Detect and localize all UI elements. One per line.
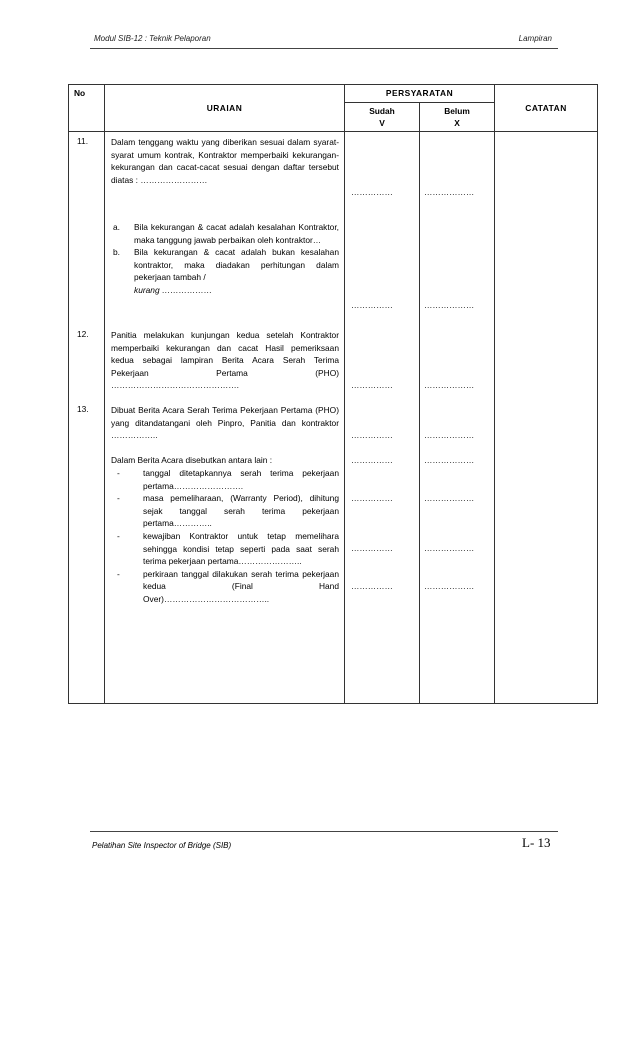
sublist-item-a <box>111 221 339 246</box>
belum-dots-d3: ……………… <box>424 543 475 553</box>
belum-dots-11b: ……………… <box>424 300 475 310</box>
header-section: Lampiran <box>518 34 552 43</box>
sudah-cell <box>345 132 420 704</box>
header-divider <box>90 48 558 49</box>
sublist-mark-a: a. <box>113 222 120 232</box>
berita-acara-intro: Dalam Berita Acara disebutkan antara lain : <box>111 455 273 465</box>
col-header-no: No <box>69 85 105 132</box>
col-header-catatan: CATATAN <box>495 85 598 132</box>
belum-dots-12: ……………… <box>424 380 475 390</box>
col-header-sudah <box>345 103 420 132</box>
sudah-label: Sudah <box>369 106 395 116</box>
belum-dots-11: ……………… <box>424 187 475 197</box>
dash-text-2: masa pemeliharaan, (Warranty Period), dihitung sejak tanggal serah terima pekerjaan pertama………….. <box>143 493 339 529</box>
item-number-13: 13. <box>77 404 89 414</box>
page-header <box>90 34 558 48</box>
col-header-persyaratan: PERSYARATAN <box>345 85 495 103</box>
col-header-belum <box>420 103 495 132</box>
sublist-text-a: Bila kekurangan & cacat adalah kesalahan Kontraktor, maka tanggung jawab perbaikan oleh kontraktor… <box>134 222 339 245</box>
dash-text-3: kewajiban Kontraktor untuk tetap memelihara sehingga kondisi tetap seperti pada saat serah terima pekerjaan pertama………………….. <box>143 530 339 567</box>
dash-item-3 <box>111 530 339 568</box>
belum-label: Belum <box>444 106 470 116</box>
footer-course-title: Pelatihan Site Inspector of Bridge (SIB) <box>92 841 232 850</box>
requirements-table <box>68 84 598 704</box>
catatan-cell <box>495 132 598 704</box>
item-text-12: Panitia melakukan kunjungan kedua setelah Kontraktor memperbaiki kekurangan dan cacat Hasil pemeriksaan kedua sebagai lampiran Berita Acara Serah Terima Pekerjaan Pertama (PHO) ………………………………………. <box>111 330 339 391</box>
dash-mark: - <box>117 468 120 478</box>
dash-item-1 <box>111 467 339 492</box>
dash-text-1: tanggal ditetapkannya serah terima pekerjaan pertama……………………. <box>143 468 339 491</box>
sudah-dots-12: …………… <box>351 380 393 390</box>
sublist-item-b <box>111 246 339 296</box>
sublist <box>111 221 339 297</box>
footer-divider <box>90 831 558 832</box>
sudah-dots-11: …………… <box>351 187 393 197</box>
page-number: L- 13 <box>522 835 551 850</box>
sublist-text-b-italic: kurang ……………… <box>134 284 213 295</box>
dash-mark: - <box>117 568 120 579</box>
dash-item-2 <box>111 492 339 530</box>
item-text-13: Dibuat Berita Acara Serah Terima Pekerjaan Pertama (PHO) yang ditandatangani oleh Pinpro, Panitia dan kontraktor …………….. <box>111 405 339 441</box>
belum-dots-d2: ……………… <box>424 493 475 503</box>
sublist-text-b <box>134 246 339 296</box>
belum-dots-13: ……………… <box>424 430 475 440</box>
belum-dots-d4: ……………… <box>424 581 475 591</box>
header-module-title: Modul SIB-12 : Teknik Pelaporan <box>94 34 211 43</box>
sublist-text-b-main: Bila kekurangan & cacat adalah bukan kesalahan kontraktor, maka diadakan perhitungan dalam pekerjaan tambah / <box>134 247 339 283</box>
dash-text-4: perkiraan tanggal dilakukan serah terima pekerjaan kedua (Final Hand Over)……………………………….. <box>143 568 339 604</box>
sudah-mark: V <box>379 118 385 128</box>
dash-item-4 <box>111 568 339 606</box>
sudah-dots-d4: …………… <box>351 581 393 591</box>
no-cell <box>69 132 105 704</box>
belum-cell <box>420 132 495 704</box>
uraian-cell <box>105 132 345 704</box>
sudah-dots-13: …………… <box>351 430 393 440</box>
sudah-dots-d3: …………… <box>351 543 393 553</box>
sudah-dots-11b: …………… <box>351 300 393 310</box>
dash-list <box>111 467 339 606</box>
col-header-uraian: URAIAN <box>105 85 345 132</box>
sudah-dots-d2: …………… <box>351 493 393 503</box>
belum-mark: X <box>454 118 460 128</box>
sudah-dots-d1: …………… <box>351 455 393 465</box>
sublist-mark-b: b. <box>113 247 120 258</box>
item-number-11: 11. <box>77 136 89 146</box>
item-text-11: Dalam tenggang waktu yang diberikan sesuai dalam syarat-syarat umum kontrak, Kontraktor memperbaiki kekurangan-kekurangan dan cacat-cacat sesuai dengan daftar tersebut diatas : …………………… <box>111 137 339 185</box>
item-number-12: 12. <box>77 329 89 339</box>
belum-dots-d1: ……………… <box>424 455 475 465</box>
dash-mark: - <box>117 493 120 504</box>
dash-mark: - <box>117 530 120 541</box>
